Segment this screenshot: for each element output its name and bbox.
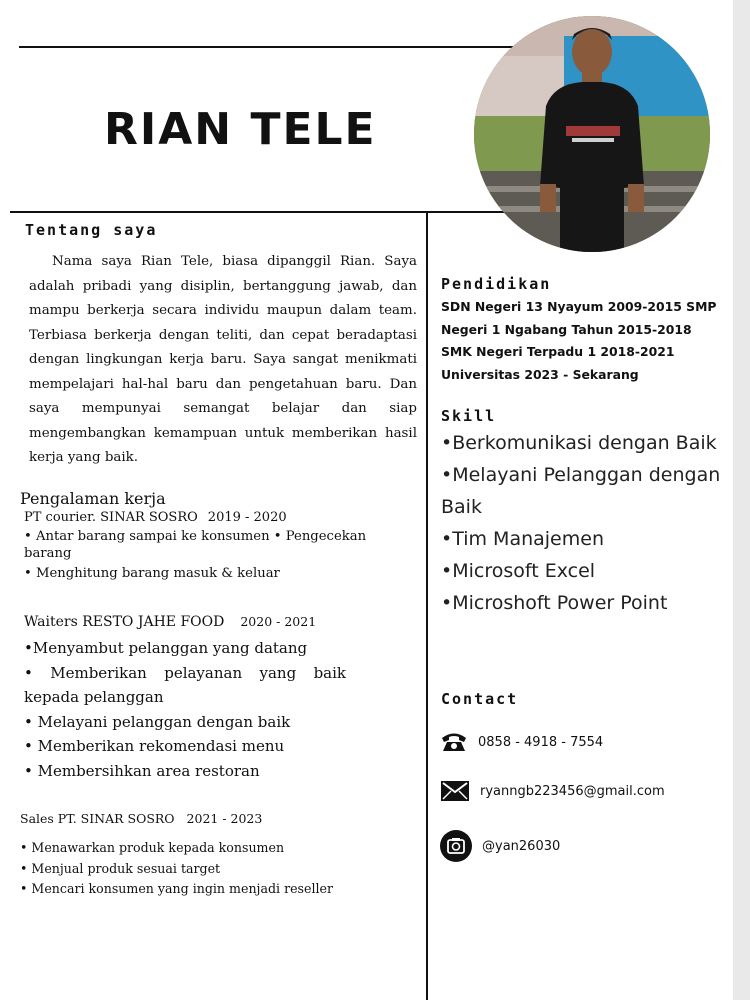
column-divider	[426, 212, 428, 1000]
job-period: 2019 - 2020	[207, 510, 287, 525]
contact-title: Contact	[441, 690, 519, 708]
job-title-2	[24, 614, 316, 630]
job-period: 2020 - 2021	[240, 614, 317, 629]
list-item: Negeri 1 Ngabang Tahun 2015-2018	[441, 321, 692, 337]
envelope-icon	[440, 780, 470, 802]
list-item: • Melayani pelanggan dengan baik	[24, 712, 291, 731]
profile-photo-illustration	[474, 16, 710, 252]
list-item: SMK Negeri Terpadu 1 2018-2021	[441, 344, 675, 359]
list-item: •Microshoft Power Point	[441, 592, 668, 614]
job-title-3	[20, 811, 262, 826]
education-title: Pendidikan	[441, 275, 552, 293]
page-edge-strip	[733, 0, 750, 1000]
list-item: Universitas 2023 - Sekarang	[441, 366, 639, 382]
list-item: • Mencari konsumen yang ingin menjadi reseller	[20, 881, 333, 896]
job-tasks-3	[20, 838, 410, 900]
list-item: • Membersihkan area restoran	[24, 761, 260, 780]
about-title: Tentang saya	[25, 221, 158, 239]
top-divider	[19, 46, 579, 48]
list-item: • Antar barang sampai ke konsumen • Pengecekan barang	[24, 529, 367, 561]
list-item: •Menyambut pelanggan yang datang	[24, 639, 308, 657]
job-tasks-1	[24, 528, 409, 582]
phone-number: 0858 - 4918 - 7554	[478, 734, 604, 750]
resume-name: RIAN TELE	[104, 104, 377, 155]
job-tasks-2	[24, 636, 346, 783]
job-company: PT courier. SINAR SOSRO	[24, 510, 198, 525]
contact-instagram[interactable]	[440, 830, 560, 862]
about-text: Nama saya Rian Tele, biasa dipanggil Rian. Saya adalah pribadi yang disiplin, bertanggung jawab, dan mampu berkerja secara individu maupun dalam team. Terbiasa berkerja dengan teliti, dan cepat beradaptasi dengan lingkungan kerja baru. Saya sangat menikmati mempelajari hal-hal baru dan pengetahuan baru. Dan saya mempunyai semangat belajar dan siap mengembangkan kemampuan untuk memberikan hasil kerja yang baik.	[29, 254, 417, 465]
instagram-handle[interactable]: @yan26030	[482, 838, 561, 854]
list-item: •Berkomunikasi dengan Baik	[441, 432, 717, 454]
list-item: • Menawarkan produk kepada konsumen	[20, 840, 285, 855]
job-period: 2021 - 2023	[186, 811, 263, 826]
list-item: •Microsoft Excel	[441, 560, 596, 582]
list-item: •Tim Manajemen	[441, 528, 604, 550]
list-item: • Memberikan rekomendasi menu	[24, 737, 285, 755]
list-item: • Menghitung barang masuk & keluar	[24, 566, 280, 581]
job-title-1	[24, 510, 287, 525]
telephone-icon	[440, 731, 468, 753]
education-list	[441, 296, 721, 386]
camera-icon	[440, 830, 472, 862]
job-company: Sales PT. SINAR SOSRO	[20, 811, 175, 826]
skills-list	[441, 427, 721, 619]
list-item: • Memberikan pelayanan yang baik kepada pelanggan	[24, 663, 346, 706]
skills-title: Skill	[441, 407, 497, 425]
contact-phone	[440, 731, 603, 753]
contact-email[interactable]	[440, 780, 665, 802]
list-item: SDN Negeri 13 Nyayum 2009-2015 SMP	[441, 299, 717, 314]
job-company: Waiters RESTO JAHE FOOD	[24, 614, 225, 630]
email-address[interactable]: ryanngb223456@gmail.com	[480, 783, 665, 799]
header-divider	[10, 211, 510, 213]
profile-photo	[474, 16, 710, 252]
list-item: •Melayani Pelanggan dengan Baik	[441, 464, 721, 518]
experience-title: Pengalaman kerja	[20, 489, 166, 508]
list-item: • Menjual produk sesuai target	[20, 860, 221, 876]
